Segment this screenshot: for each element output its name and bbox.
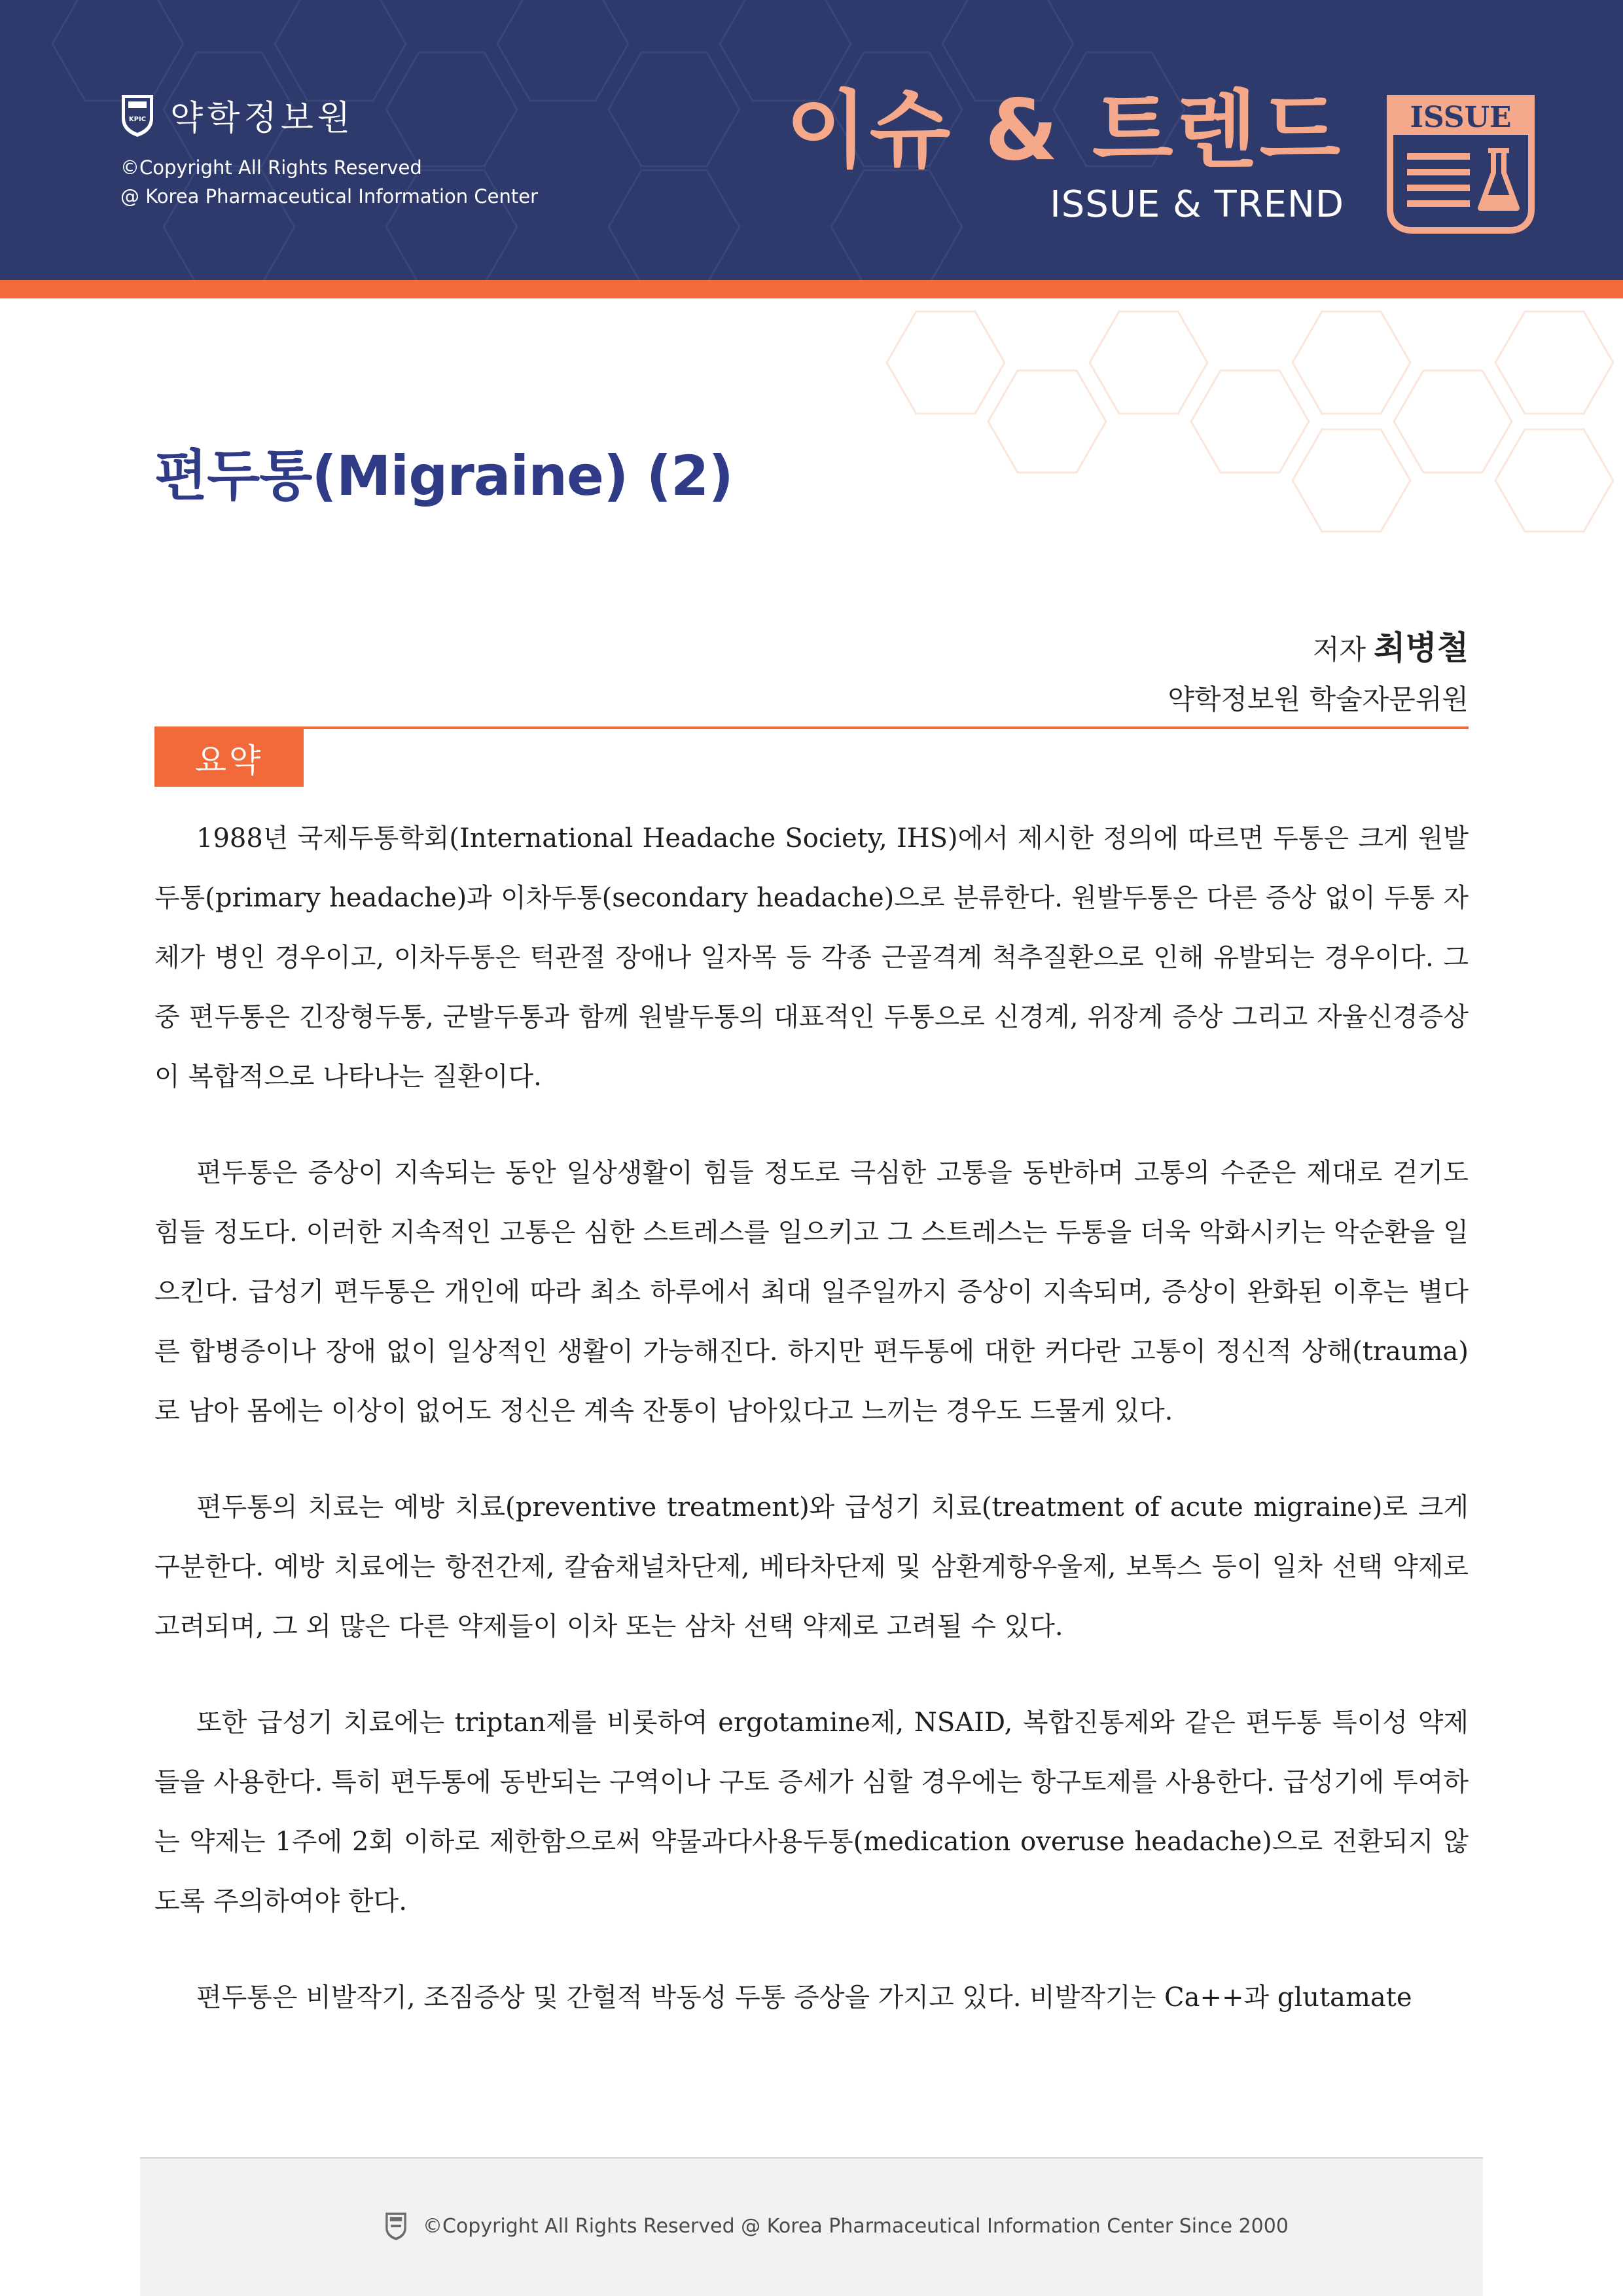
copyright-line-2: @ Korea Pharmaceutical Information Center [120, 185, 538, 207]
org-name: 약학정보원 [170, 99, 355, 138]
shield-logo-icon [119, 92, 156, 138]
author-prefix: 저자 [1312, 634, 1366, 666]
org-logo [119, 90, 354, 139]
shield-logo-icon [383, 2211, 408, 2241]
page-hex-decoration [877, 298, 1623, 534]
author-line [1313, 622, 1469, 669]
section-title: 이슈 & 트렌드 [786, 82, 1343, 179]
paragraph: 편두통은 비발작기, 조짐증상 및 간헐적 박동성 두통 증상을 가지고 있다. 비발작기는 Ca++과 glutamate [196, 1982, 1412, 2013]
summary-body [154, 809, 1469, 2064]
section-subtitle: ISSUE & TREND [1050, 183, 1344, 226]
paragraph: 1988년 국제두통학회(International Headache Society, IHS)에서 제시한 정의에 따르면 두통은 크게 원발두통(primary headache)과 이차두통(secondary headache)으로 분류한다. 원발두통은 다른 증상 없이 두통 자체가 병인 경우이고, 이차두통은 턱관절 장애나 일자목 등 각종 근골격계 척추질환으로 인해 유발되는 경우이다. 그 중 편두통은 긴장형두통, 군발두통과 함께 원발두통의 대표적인 두통으로 신경계, 위장계 증상 그리고 자율신경증상이 복합적으로 나타나는 질환이다. [154, 823, 1469, 1092]
header-accent-stripe [0, 280, 1623, 298]
footer-copyright: ©Copyright All Rights Reserved @ Korea Pharmaceutical Information Center Since 2000 [423, 2214, 1289, 2238]
paragraph: 또한 급성기 치료에는 triptan제를 비롯하여 ergotamine제, NSAID, 복합진통제와 같은 편두통 특이성 약제들을 사용한다. 특히 편두통에 동반되는 구역이나 구토 증세가 심할 경우에는 항구토제를 사용한다. 급성기에 투여하는 약제는 1주에 2회 이하로 제한함으로써 약물과다사용두통(medication overuse headache)으로 전환되지 않도록 주의하여야 한다. [154, 1708, 1469, 1916]
document-title: 편두통(Migraine) (2) [154, 444, 733, 508]
summary-label: 요약 [154, 729, 304, 787]
paragraph: 편두통은 증상이 지속되는 동안 일상생활이 힘들 정도로 극심한 고통을 동반하며 고통의 수준은 제대로 걷기도 힘들 정도다. 이러한 지속적인 고통은 심한 스트레스를 일으키고 그 스트레스는 두통을 더욱 악화시키는 악순환을 일으킨다. 급성기 편두통은 개인에 따라 최소 하루에서 최대 일주일까지 증상이 지속되며, 증상이 완화된 이후는 별다른 합병증이나 장애 없이 일상적인 생활이 가능해진다. 하지만 편두통에 대한 커다란 고통이 정신적 상해(trauma)로 남아 몸에는 이상이 없어도 정신은 계속 잔통이 남아있다고 느끼는 경우도 드물게 있다. [154, 1158, 1469, 1426]
page-header [0, 0, 1623, 280]
footer-content [383, 2211, 1289, 2241]
svg-text:ISSUE: ISSUE [1410, 101, 1512, 134]
svg-text:KPIC: KPIC [128, 115, 147, 123]
author-affiliation: 약학정보원 학술자문위원 [1168, 683, 1469, 715]
paragraph: 편두통의 치료는 예방 치료(preventive treatment)와 급성기 치료(treatment of acute migraine)로 크게 구분한다. 예방 치료에는 항전간제, 칼슘채널차단제, 베타차단제 및 삼환계항우울제, 보톡스 등이 일차 선택 약제로 고려되며, 그 외 많은 다른 약제들이 이차 또는 삼차 선택 약제로 고려될 수 있다. [154, 1492, 1469, 1641]
page-footer [140, 2159, 1483, 2296]
copyright-line-1: ©Copyright All Rights Reserved [120, 156, 422, 179]
author-name: 최병철 [1374, 629, 1469, 667]
issue-badge-icon [1385, 93, 1537, 236]
header-copyright [120, 153, 538, 211]
summary-divider [154, 726, 1469, 729]
